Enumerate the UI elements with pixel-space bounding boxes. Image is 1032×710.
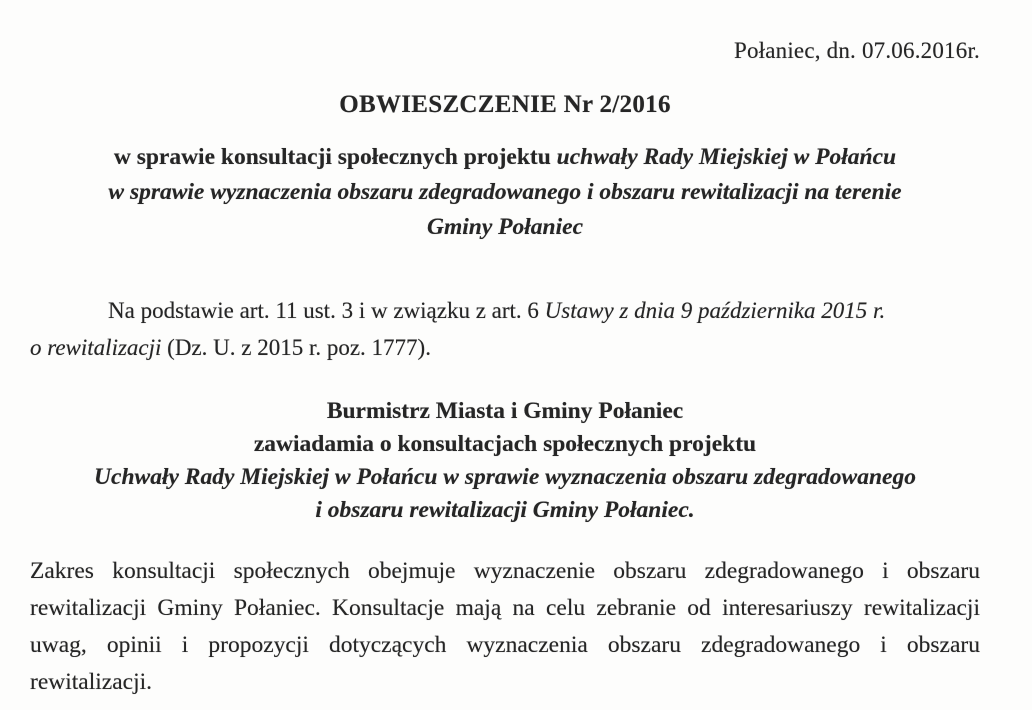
scope-paragraph: Zakres konsultacji społecznych obejmuje wyznaczenie obszaru zdegradowanego i obszaru rewitalizacji Gminy Połaniec. Konsultacje mają na celu zebranie od interesariuszy rewitalizacji uwag, opinii i propozycji dotyczących wyznaczenia obszaru zdegradowanego i obszaru rewitalizacji. [30,558,980,695]
legal-basis-line-2 [30,329,980,366]
announcement-line-3: Uchwały Rady Miejskiej w Połańcu w sprawie wyznaczenia obszaru zdegradowanego [94,464,916,490]
subject-line-1-regular: w sprawie konsultacji społecznych projektu [113,144,557,170]
dateline: Połaniec, dn. 07.06.2016r. [733,38,980,63]
subject-block [30,140,980,245]
legal-basis-paragraph [30,292,980,366]
subject-line-1 [30,140,980,175]
document-title: OBWIESZCZENIE Nr 2/2016 [339,91,671,118]
legal-basis-line-1 [30,292,980,329]
announcement-block [30,395,980,527]
announcement-line-2: zawiadamia o konsultacjach społecznych projektu [253,431,757,457]
legal-basis-italic-1: Ustawy z dnia 9 października 2015 r. [544,298,886,323]
subject-line-3: Gminy Połaniec [427,214,583,240]
legal-basis-regular-2: (Dz. U. z 2015 r. poz. 1777). [161,335,431,360]
announcement-line-4: i obszaru rewitalizacji Gminy Połaniec. [315,497,695,523]
legal-basis-regular-1: Na podstawie art. 11 ust. 3 i w związku z art. 6 [108,298,545,323]
subject-line-2: w sprawie wyznaczenia obszaru zdegradowanego i obszaru rewitalizacji na terenie [108,179,902,205]
announcement-line-1: Burmistrz Miasta i Gminy Połaniec [326,398,684,424]
subject-line-1-italic: uchwały Rady Miejskiej w Połańcu [556,144,897,170]
legal-basis-italic-2: o rewitalizacji [30,335,162,360]
